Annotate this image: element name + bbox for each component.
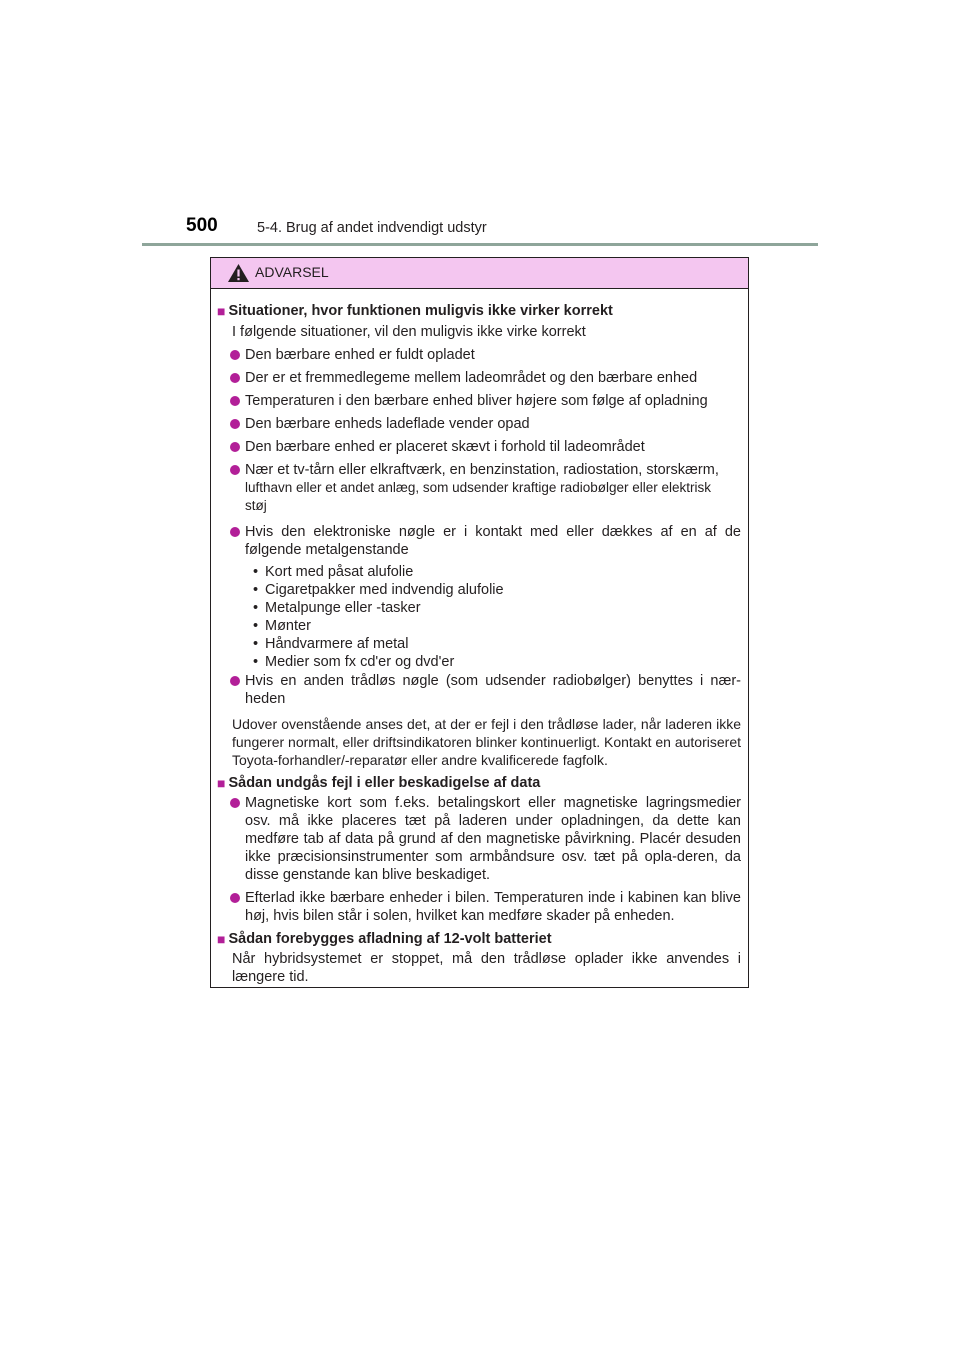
list-item [217,392,741,410]
round-bullet-icon [230,373,240,383]
list-item [217,369,741,387]
section-heading-text: Sådan forebygges afladning af 12-volt batteriet [228,931,552,947]
list-item [217,672,741,708]
square-bullet-icon: ■ [217,931,226,947]
warning-label: ADVARSEL [255,264,329,280]
list-item [217,461,741,515]
sub-list-item-text: Metalpunge eller -tasker [265,600,421,616]
warning-body [211,289,748,986]
round-bullet-icon [230,396,240,406]
list-item [217,438,741,456]
sub-list-item: • Håndvarmere af metal [253,636,409,652]
list-item-text: Temperaturen i den bærbare enhed bliver højere som følge af opladning [245,393,708,409]
sub-list-item: • Cigaretpakker med indvendig alufolie [253,582,504,598]
round-bullet-icon [230,350,240,360]
list-item-text-line: lufthavn eller et andet anlæg, som udsender kraftige radiobølger eller elektrisk [245,480,711,495]
round-bullet-icon [230,465,240,475]
sub-list-item-text: Kort med påsat alufolie [265,564,414,580]
warning-header [211,258,748,289]
round-bullet-icon [230,527,240,537]
sub-list-item-text: Mønter [265,618,311,634]
list-item-text: Efterlad ikke bærbare enheder i bilen. Temperaturen inde i kabinen kan blive høj, hvis bilen står i solen, hvilket kan medføre skader på enheden. [245,890,741,924]
sub-list-item: • Metalpunge eller -tasker [253,600,421,616]
section-intro: I følgende situationer, vil den muligvis ikke virke korrekt [232,324,586,340]
section-heading [217,302,741,320]
list-item-text: Hvis en anden trådløs nøgle (som udsender radiobølger) benyttes i nær-heden [245,673,741,707]
list-item-text-line: støj [245,498,267,513]
list-item-text: Der er et fremmedlegeme mellem ladeområdet og den bærbare enhed [245,370,698,386]
sub-list-item: • Mønter [253,618,311,634]
list-item [217,346,741,364]
sub-list-item-text: Cigaretpakker med indvendig alufolie [265,582,504,598]
section-title: 5-4. Brug af andet indvendigt udstyr [257,220,487,236]
sub-list [217,563,741,671]
sub-list-item: • Kort med påsat alufolie [253,564,414,580]
list-item [217,415,741,433]
warning-box [210,257,749,988]
section-heading [217,930,741,948]
header-divider [142,243,818,246]
round-bullet-icon [230,442,240,452]
round-bullet-icon [230,798,240,808]
section-heading-text: Situationer, hvor funktionen muligvis ikke virker korrekt [228,303,613,319]
warning-triangle-icon [227,263,250,283]
square-bullet-icon: ■ [217,775,226,791]
closing-paragraph: Udover ovenstående anses det, at der er fejl i den trådløse lader, når laderen ikke fungerer normalt, eller driftsindikatoren blinker kontinuerligt. Kontakt en autoriseret Toyota-forhandler/-reparatør eller andre kvalificerede fagfolk. [232,716,741,768]
square-bullet-icon: ■ [217,303,226,319]
round-bullet-icon [230,419,240,429]
round-bullet-icon [230,893,240,903]
page-number: 500 [186,215,218,236]
section-heading [217,774,741,792]
list-item-text: Den bærbare enheds ladeflade vender opad [245,416,530,432]
list-item-text: Den bærbare enhed er fuldt opladet [245,347,475,363]
list-item [217,889,741,925]
list-item-text: Magnetiske kort som f.eks. betalingskort eller magnetiske lagringsmedier osv. må ikke placeres tæt på laderen under opladningen, da dette kan medføre tab af data på grund af den magnetiske påvirkning. Placér desuden ikke præcisionsinstrumenter som armbåndsure osv. tæt på opla-deren, da disse genstande kan blive beskadiget. [245,795,741,883]
sub-list-item-text: Håndvarmere af metal [265,636,409,652]
list-item-text-line: Nær et tv-tårn eller elkraftværk, en benzinstation, radiostation, storskærm, [245,462,719,478]
list-item-text: Hvis den elektroniske nøgle er i kontakt med eller dækkes af en af de følgende metalgenstande [245,524,741,558]
section-heading-text: Sådan undgås fejl i eller beskadigelse af data [228,775,541,791]
sub-list-item: • Medier som fx cd'er og dvd'er [253,654,455,670]
round-bullet-icon [230,676,240,686]
list-item-text: Den bærbare enhed er placeret skævt i forhold til ladeområdet [245,439,645,455]
list-item-text [245,461,741,515]
sub-list-item-text: Medier som fx cd'er og dvd'er [265,654,455,670]
section-text: Når hybridsystemet er stoppet, må den trådløse oplader ikke anvendes i længere tid. [232,951,741,985]
list-item [217,523,741,559]
list-item [217,794,741,884]
